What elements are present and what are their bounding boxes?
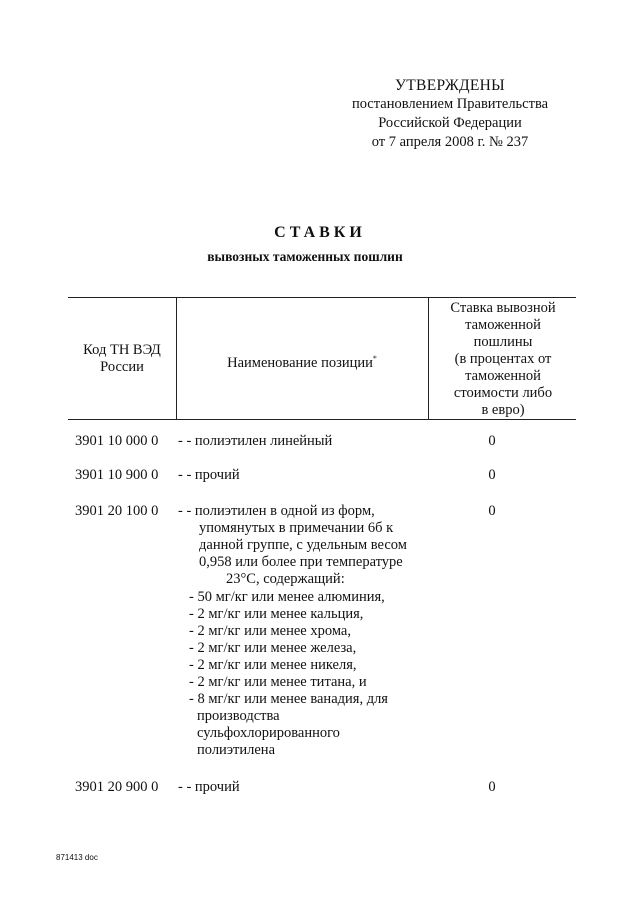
header-rate-line: таможенной — [465, 368, 541, 384]
header-rate-line: стоимости либо — [453, 385, 553, 401]
row-name-line: - 50 мг/кг или менее алюминия, — [189, 589, 385, 605]
row-name-line: - - полиэтилен в одной из форм, — [178, 503, 375, 519]
header-rate — [430, 300, 576, 419]
column-divider — [176, 297, 177, 419]
row-code: 3901 10 900 0 — [75, 467, 159, 483]
header-rate-line: в евро) — [481, 402, 525, 418]
header-rate-line: Ставка вывозной — [450, 300, 556, 316]
header-name-text: Наименование позиции — [227, 354, 373, 371]
row-name-line: производства — [197, 708, 280, 724]
row-code: 3901 20 900 0 — [75, 779, 159, 795]
header-rate-line: таможенной — [465, 317, 541, 333]
document-subtitle: вывозных таможенных пошлин — [207, 249, 403, 264]
header-code-line: России — [100, 359, 144, 375]
row-rate: 0 — [488, 467, 496, 483]
header-name — [178, 350, 426, 372]
row-name-line: - 8 мг/кг или менее ванадия, для — [189, 691, 388, 707]
row-name-line: полиэтилена — [197, 742, 276, 758]
row-rate: 0 — [488, 779, 496, 795]
approval-block — [330, 76, 570, 152]
header-rate-line: пошлины — [473, 334, 533, 350]
row-name-line: - 2 мг/кг или менее кальция, — [189, 606, 364, 622]
row-name-line: - 2 мг/кг или менее титана, и — [189, 674, 367, 690]
row-rate: 0 — [488, 503, 496, 519]
header-code-line: Код ТН ВЭД — [83, 342, 161, 358]
row-name-line: - 2 мг/кг или менее никеля, — [189, 657, 357, 673]
approval-heading: УТВЕРЖДЕНЫ — [395, 77, 505, 94]
row-name-line: - - прочий — [178, 467, 240, 483]
header-rate-line: (в процентах от — [454, 351, 552, 367]
row-rate: 0 — [488, 433, 496, 449]
row-name-line: данной группе, с удельным весом — [199, 537, 407, 553]
row-name-line: сульфохлорированного — [197, 725, 340, 741]
footer-doc-id: 871413 doc — [56, 853, 98, 862]
row-name-line: 23°С, содержащий: — [226, 571, 345, 587]
row-code: 3901 10 000 0 — [75, 433, 159, 449]
header-code — [70, 342, 174, 376]
approval-line: Российской Федерации — [378, 115, 522, 131]
table-header-rule — [68, 419, 576, 420]
footnote-mark: * — [372, 354, 377, 363]
approval-line: постановлением Правительства — [351, 96, 549, 112]
table-top-rule — [68, 297, 576, 298]
row-name-line: упомянутых в примечании 6б к — [199, 520, 394, 536]
document-title: СТАВКИ — [274, 224, 366, 241]
row-name-line: - - полиэтилен линейный — [178, 433, 333, 449]
row-name-line: - 2 мг/кг или менее железа, — [189, 640, 357, 656]
row-name-line: - - прочий — [178, 779, 240, 795]
approval-line: от 7 апреля 2008 г. № 237 — [371, 134, 529, 150]
column-divider — [428, 297, 429, 419]
row-name-line: 0,958 или более при температуре — [199, 554, 403, 570]
row-name-line: - 2 мг/кг или менее хрома, — [189, 623, 351, 639]
row-code: 3901 20 100 0 — [75, 503, 159, 519]
